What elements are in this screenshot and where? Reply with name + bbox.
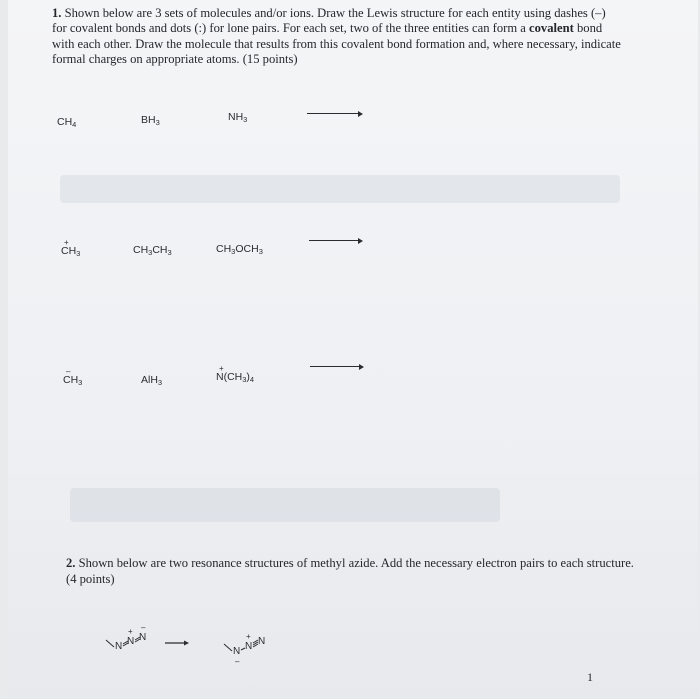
methyl-bond bbox=[106, 640, 114, 647]
reaction-arrow-3 bbox=[310, 366, 362, 367]
molecule-ch3-anion: – $CH_3$ bbox=[63, 367, 83, 387]
azide-n1: N bbox=[115, 641, 123, 652]
methyl-bond bbox=[224, 644, 232, 651]
resonance-arrow bbox=[164, 638, 190, 648]
question-1-number: 1. bbox=[52, 6, 62, 20]
molecule-tetramethylammonium: + $N(CH_3)_4$ bbox=[216, 364, 255, 384]
azide-n2: N bbox=[245, 641, 253, 652]
bleed-through-mark bbox=[60, 175, 620, 203]
azide-plus-charge: + bbox=[246, 632, 251, 641]
molecule-nh3: $NH_3$ bbox=[228, 111, 248, 124]
methyl-azide-structure-2 bbox=[222, 624, 278, 664]
azide-minus-charge: – bbox=[235, 657, 240, 664]
molecule-bh3: $BH_3$ bbox=[141, 114, 160, 127]
bleed-through-mark bbox=[70, 488, 500, 522]
worksheet-page bbox=[8, 0, 698, 699]
page-number: 1 bbox=[587, 670, 593, 684]
molecule-ethane: $CH_3CH_3$ bbox=[133, 244, 172, 257]
azide-n1: N bbox=[233, 646, 241, 657]
methyl-azide-structure-1 bbox=[104, 616, 160, 656]
question-1-text: Shown below are 3 sets of molecules and/or ions. Draw the Lewis structure for each entity using dashes (–) for covalent bonds and dots (:) for lone pairs. For each set, two of the three entities can form a bbox=[52, 6, 606, 36]
molecule-dimethyl-ether: $CH_3OCH_3$ bbox=[216, 243, 263, 256]
question-1-text-continued: bond with each other. Draw the molecule that results from this covalent bond formation and, where necessary, indicate formal charges on appropriate atoms. (15 points) bbox=[52, 21, 621, 67]
question-2-number: 2. bbox=[66, 556, 76, 570]
question-1-bold-word: covalent bbox=[529, 21, 574, 36]
molecule-ch4: $CH_4$ bbox=[57, 116, 77, 129]
question-2 bbox=[66, 556, 636, 587]
reaction-arrow-2 bbox=[309, 240, 361, 241]
azide-n3: N bbox=[139, 632, 147, 643]
question-1 bbox=[52, 6, 622, 68]
azide-n3: N bbox=[258, 636, 266, 647]
reaction-arrow-1 bbox=[307, 113, 361, 114]
question-2-text: Shown below are two resonance structures of methyl azide. Add the necessary electron pairs to each structure. (4 points) bbox=[66, 556, 634, 586]
azide-n2: N bbox=[127, 636, 135, 647]
azide-plus-charge: + bbox=[128, 627, 133, 636]
molecule-ch3-cation: + $CH_3$ bbox=[61, 238, 81, 258]
molecule-alh3: AlH$_3$ bbox=[141, 374, 163, 387]
azide-minus-charge: – bbox=[141, 623, 146, 632]
